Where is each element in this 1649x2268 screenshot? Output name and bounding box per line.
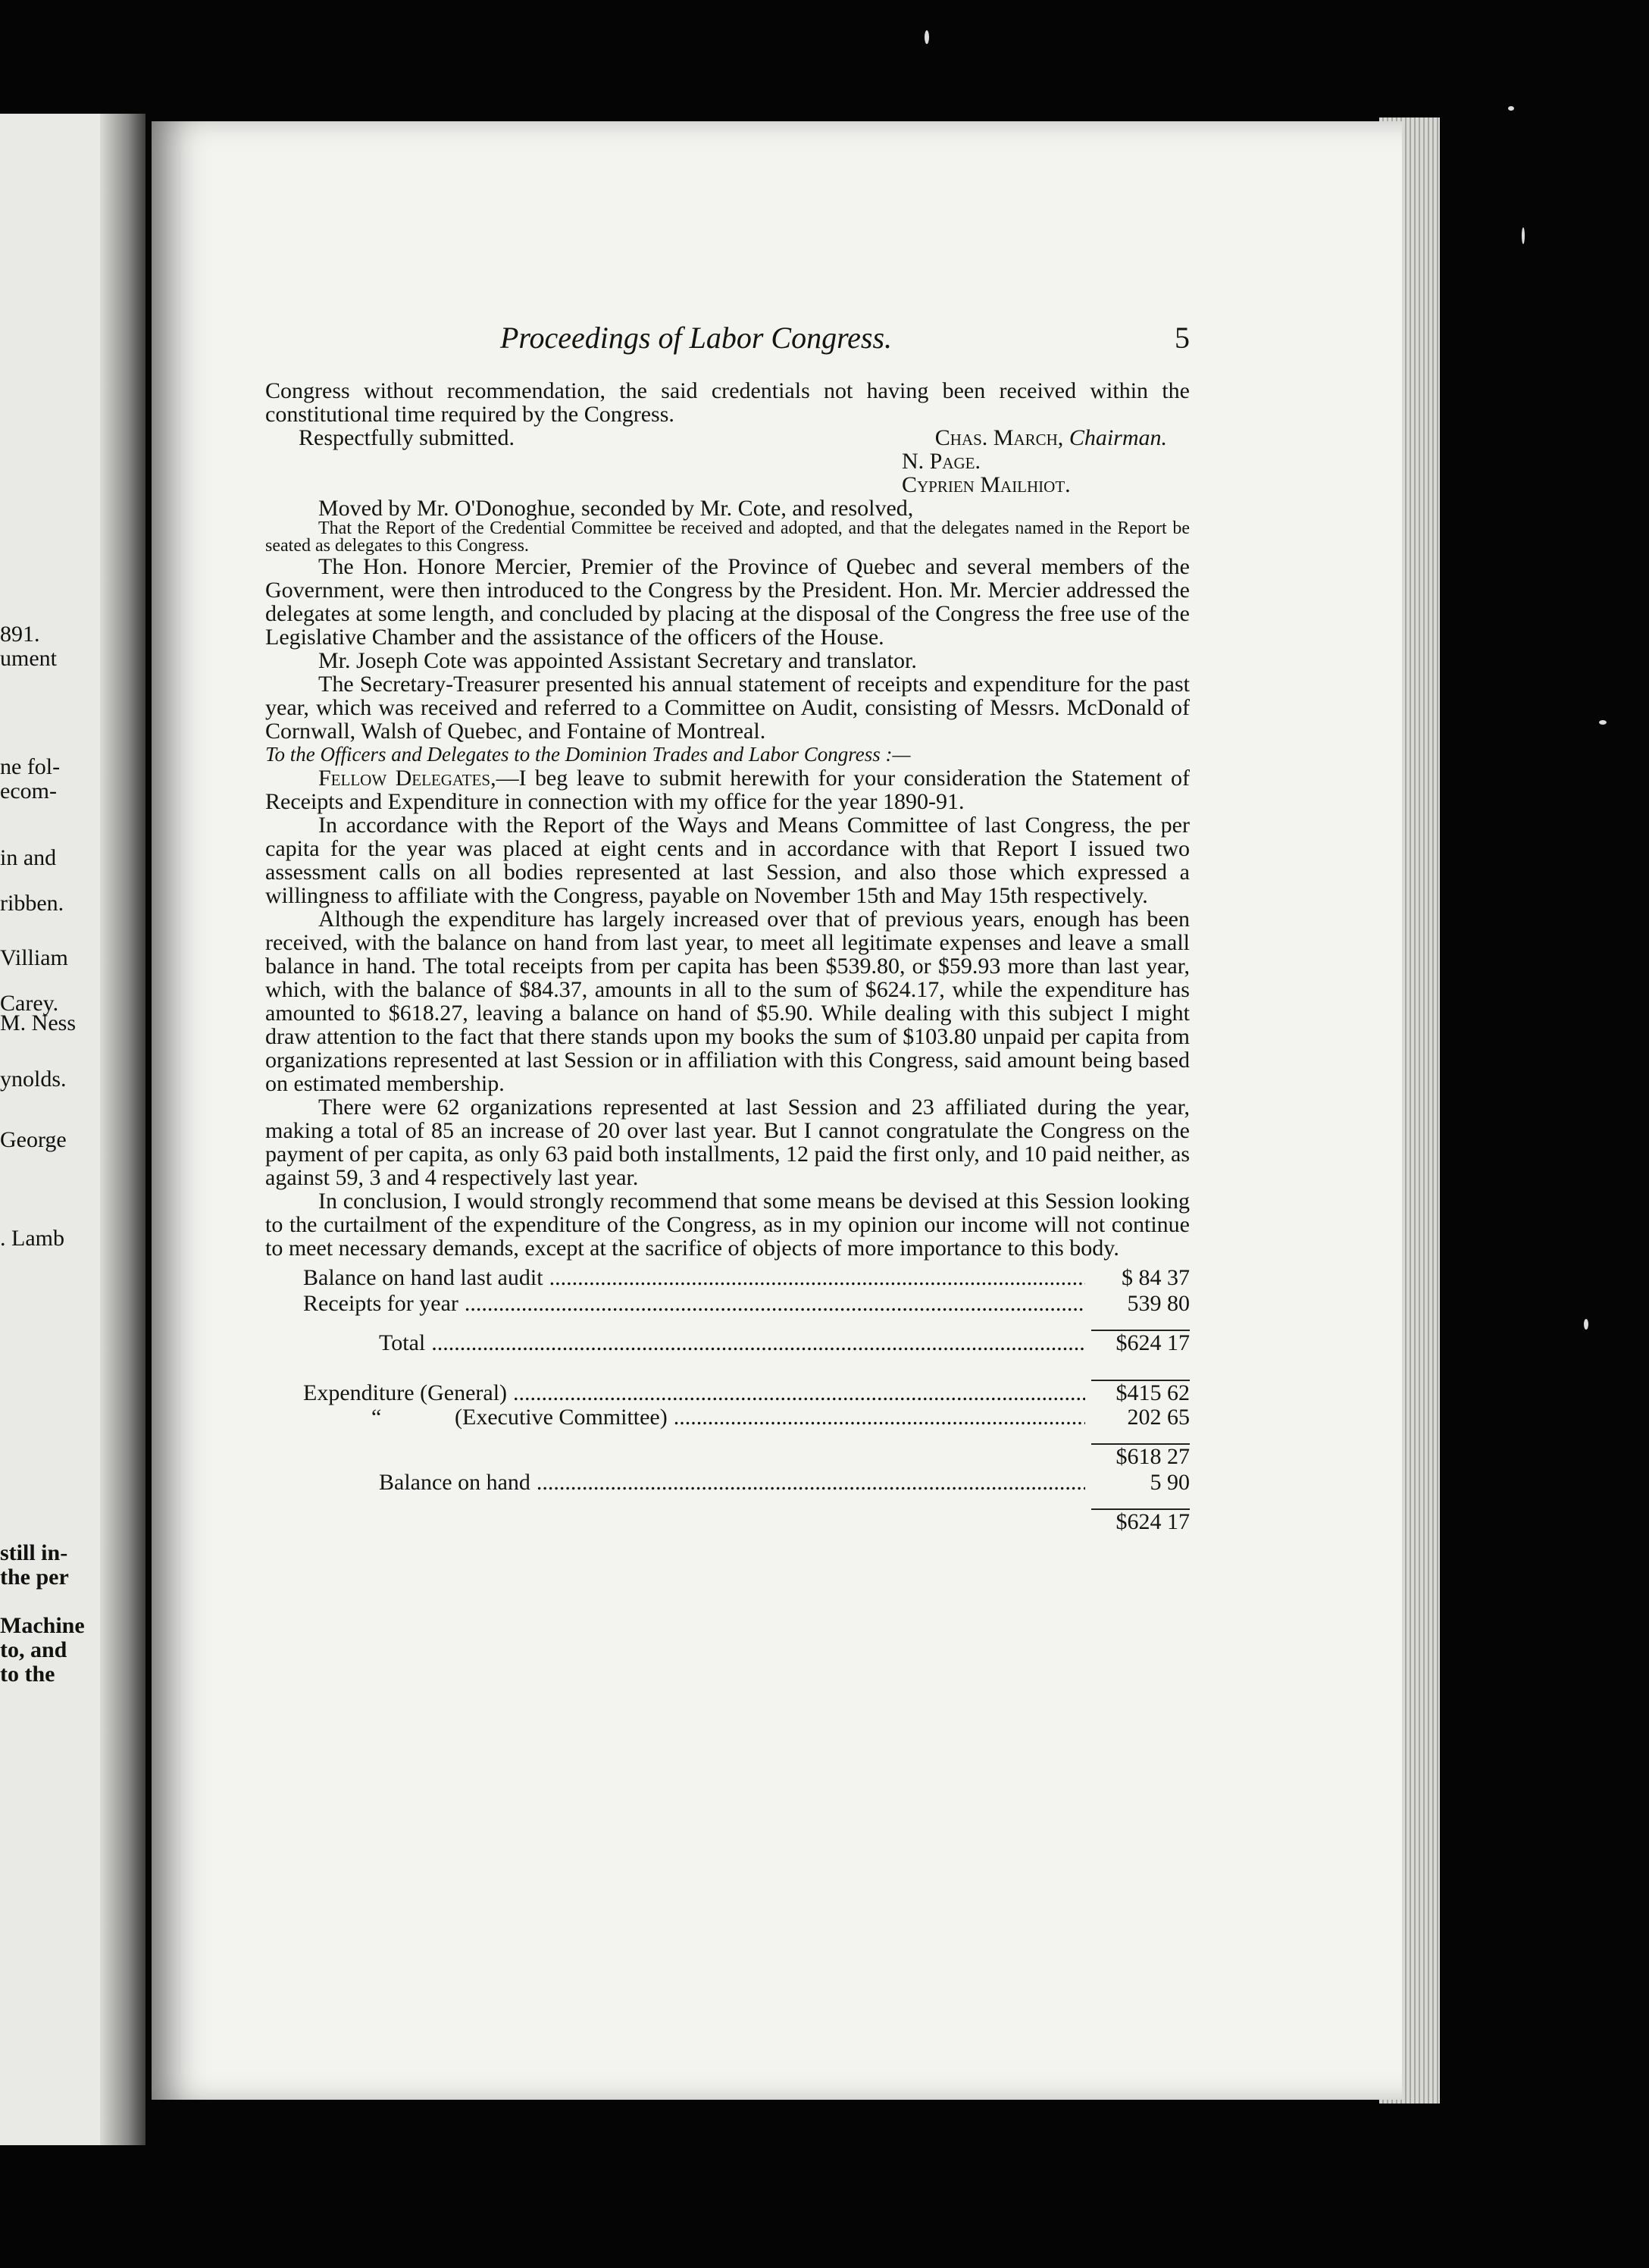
account-amount: 539 80 bbox=[1127, 1291, 1190, 1316]
account-row-total bbox=[265, 1331, 1190, 1357]
account-label: Total bbox=[379, 1330, 426, 1355]
left-fragment: ument bbox=[0, 646, 57, 671]
account-label: Expenditure (General) bbox=[303, 1380, 508, 1405]
dust-speck bbox=[1508, 106, 1514, 111]
account-amount: 5 90 bbox=[1150, 1470, 1190, 1495]
ditto-mark: “ bbox=[371, 1405, 382, 1430]
left-fragment: Carey. bbox=[0, 991, 59, 1016]
account-label: Balance on hand last audit bbox=[303, 1265, 543, 1290]
dust-speck bbox=[1522, 227, 1525, 244]
address-line: To the Officers and Delegates to the Dominion Trades and Labor Congress :— bbox=[265, 743, 911, 766]
left-fragment: ynolds. bbox=[0, 1067, 67, 1092]
left-fragment: ne fol- bbox=[0, 754, 61, 779]
salutation: Fellow Delegates, bbox=[318, 766, 496, 791]
left-fragment: Villiam bbox=[0, 945, 68, 970]
leader-dots bbox=[513, 1381, 1085, 1405]
left-fragment: Machine bbox=[0, 1613, 85, 1638]
resolution-text: That the Report of the Credential Committee be received and adopted, and that the delegates named in the Report be seated as delegates to this Congress. bbox=[265, 518, 1190, 556]
signature-row bbox=[265, 426, 1190, 450]
page-number: 5 bbox=[1175, 321, 1190, 355]
paragraph bbox=[265, 766, 1190, 813]
account-row bbox=[265, 1380, 1190, 1405]
paragraph-text: —I beg leave to submit herewith for your consideration the Statement of Receipts and Expenditure in connection with my office for the year 1890-91. bbox=[265, 766, 1191, 814]
left-fragment: still in- bbox=[0, 1540, 68, 1565]
dust-speck bbox=[1584, 1319, 1588, 1330]
running-header bbox=[265, 321, 1190, 379]
leader-dots bbox=[537, 1471, 1085, 1494]
left-fragment: to the bbox=[0, 1662, 55, 1687]
account-row bbox=[265, 1292, 1190, 1317]
signature-chairman bbox=[935, 426, 1190, 450]
account-amount: $415 62 bbox=[1091, 1380, 1190, 1405]
left-page-gutter-shadow bbox=[100, 114, 146, 2145]
account-amount: $624 17 bbox=[1116, 1509, 1190, 1534]
account-amount: $618 27 bbox=[1116, 1444, 1190, 1469]
paragraph: In conclusion, I would strongly recommend that some means be devised at this Session looking to the curtailment of the expenditure of the Congress, as in my opinion our income will not continue to meet necessary demands, except at the sacrifice of objects of more importance to this body. bbox=[265, 1189, 1190, 1261]
left-fragment: to, and bbox=[0, 1637, 67, 1662]
paragraph: Congress without recommendation, the said credentials not having been received within the constitutional time required by the Congress. bbox=[265, 378, 1190, 427]
paragraph: Mr. Joseph Cote was appointed Assistant Secretary and translator. bbox=[318, 648, 917, 673]
leader-dots bbox=[674, 1405, 1085, 1429]
account-statement bbox=[265, 1266, 1190, 1536]
sum-rule bbox=[265, 1317, 1190, 1331]
leader-dots bbox=[431, 1331, 1085, 1355]
signature-role: Chairman. bbox=[1069, 425, 1167, 450]
account-amount: $624 17 bbox=[1116, 1330, 1190, 1355]
account-row bbox=[265, 1471, 1190, 1496]
account-row-grand-total bbox=[265, 1510, 1190, 1536]
left-fragment: George bbox=[0, 1127, 67, 1152]
left-fragment: M. Ness bbox=[0, 1010, 77, 1035]
left-fragment: 891. bbox=[0, 622, 40, 647]
left-fragment: . Lamb bbox=[0, 1226, 64, 1251]
document-page bbox=[152, 121, 1402, 2100]
page-content bbox=[265, 321, 1191, 1536]
sum-rule bbox=[265, 1431, 1190, 1445]
account-label: Balance on hand bbox=[379, 1470, 530, 1495]
account-row bbox=[265, 1266, 1190, 1292]
paragraph: Moved by Mr. O'Donoghue, seconded by Mr. Cote, and resolved, bbox=[318, 496, 914, 521]
leader-dots bbox=[549, 1266, 1085, 1289]
paragraph: Although the expenditure has largely increased over that of previous years, enough has been received, with the balance on hand from last year, to meet all legitimate expenses and leave a small balance in hand. The total receipts from per capita has been $539.80, or $59.93 more than last year, which, with the balance of $84.37, amounts in all to the sum of $624.17, while the expenditure has amounted to $618.27, leaving a balance on hand of $5.90. While dealing with this subject I might draw attention to the fact that there stands upon my books the sum of $103.80 unpaid per capita from organizations represented at last Session or in affiliation with this Congress, said amount being based on estimated membership. bbox=[265, 907, 1190, 1096]
account-label: Receipts for year bbox=[303, 1291, 458, 1316]
left-fragment: ecom- bbox=[0, 778, 57, 804]
spacer bbox=[265, 1357, 1190, 1380]
account-amount: 202 65 bbox=[1127, 1405, 1190, 1430]
signature-name: N. Page. bbox=[902, 449, 981, 474]
dust-speck bbox=[925, 30, 929, 44]
signature-name: Chas. March, bbox=[934, 425, 1064, 450]
running-title: Proceedings of Labor Congress. bbox=[500, 321, 893, 355]
leader-dots bbox=[465, 1292, 1085, 1315]
account-label: (Executive Committee) bbox=[455, 1405, 668, 1430]
left-fragment: in and bbox=[0, 845, 57, 870]
left-fragment: ribben. bbox=[0, 891, 64, 916]
account-amount: $ 84 37 bbox=[1122, 1265, 1190, 1290]
left-facing-page bbox=[0, 114, 146, 2145]
sum-rule bbox=[265, 1496, 1190, 1510]
dust-speck bbox=[1599, 720, 1607, 725]
closing-phrase: Respectfully submitted. bbox=[299, 425, 515, 450]
paragraph: There were 62 organizations represented at last Session and 23 affiliated during the year, making a total of 85 an increase of 20 over last year. But I cannot congratulate the Congress on the payment of per capita, as only 63 paid both installments, 12 paid the first only, and 10 paid neither, as against 59, 3 and 4 respectively last year. bbox=[265, 1095, 1190, 1190]
paragraph: In accordance with the Report of the Ways and Means Committee of last Congress, the per capita for the year was placed at eight cents and in accordance with that Report I issued two assessment calls on all bodies represented at last Session, and also those which expressed a willingness to affiliate with the Congress, payable on November 15th and May 15th respectively. bbox=[265, 813, 1190, 908]
account-row-subtotal bbox=[265, 1445, 1190, 1471]
paragraph: The Secretary-Treasurer presented his annual statement of receipts and expenditure for the past year, which was received and referred to a Committee on Audit, consisting of Messrs. McDonald of Cornwall, Walsh of Quebec, and Fontaine of Montreal. bbox=[265, 672, 1190, 744]
left-fragment: the per bbox=[0, 1565, 69, 1590]
account-row bbox=[265, 1405, 1190, 1431]
paragraph: The Hon. Honore Mercier, Premier of the Province of Quebec and several members of the Government, were then introduced to the Congress by the President. Hon. Mr. Mercier addressed the delegates at some length, and concluded by placing at the disposal of the Congress the free use of the Legislative Chamber and the assistance of the officers of the House. bbox=[265, 554, 1190, 650]
signature-name: Cyprien Mailhiot. bbox=[902, 472, 1071, 497]
